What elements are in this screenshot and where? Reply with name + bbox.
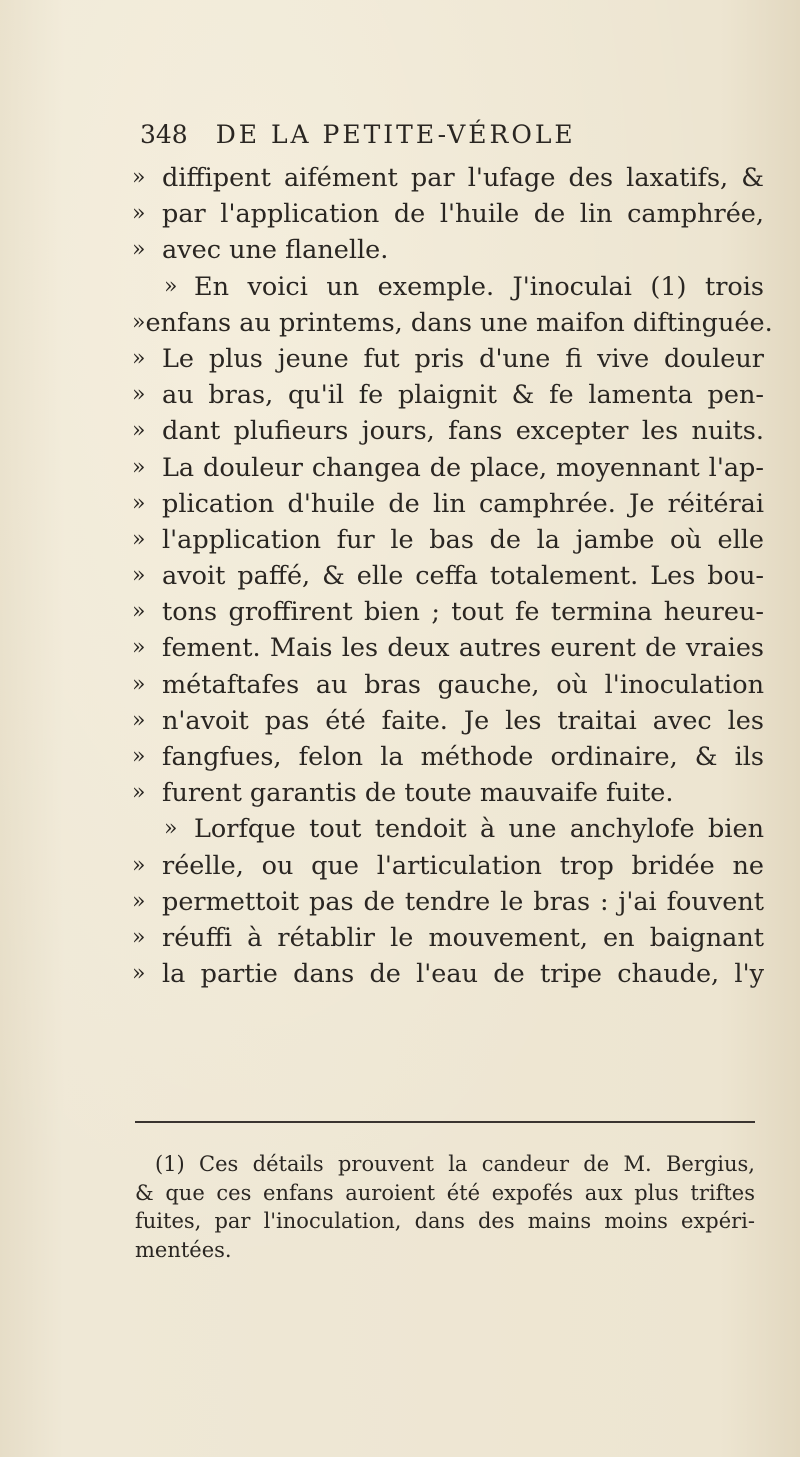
guillemet: » [164, 816, 178, 842]
footnote-line: (1) Ces détails prouvent la candeur de M. Bergius, [155, 1152, 755, 1176]
line-text: avec une flanelle. [162, 235, 389, 266]
guillemet: » [132, 345, 146, 371]
guillemet: » [132, 780, 146, 806]
text-line [132, 377, 764, 413]
text-line [132, 811, 764, 847]
guillemet: » [132, 563, 146, 589]
text-line [132, 413, 764, 449]
line-text: diffipent aifément par l'ufage des laxatifs, & [162, 163, 764, 193]
text-line [132, 558, 764, 594]
line-text: l'application fur le bas de la jambe où elle [162, 524, 764, 555]
guillemet: » [132, 382, 146, 408]
text-line [132, 341, 764, 377]
guillemet: » [164, 273, 178, 299]
line-text: tons groffirent bien ; tout fe termina heureu- [162, 597, 764, 628]
guillemet: » [132, 852, 146, 878]
running-title: DE LA PETITE-VÉROLE [215, 120, 576, 149]
line-text: par l'application de l'huile de lin camphrée, [162, 199, 764, 230]
text-line [132, 667, 764, 703]
text-line [132, 486, 764, 522]
line-text: avoit paffé, & elle ceffa totalement. Les bou- [162, 561, 764, 592]
text-line [132, 956, 764, 992]
guillemet: » [132, 744, 146, 769]
line-text: réelle, ou que l'articulation trop bridée ne [162, 850, 764, 881]
line-text: permettoit pas de tendre le bras : j'ai fouvent [162, 886, 764, 917]
footnote [135, 1150, 755, 1264]
text-line [132, 196, 764, 232]
line-text: En voici un exemple. J'inoculai (1) trois [194, 271, 764, 302]
line-text: Le plus jeune fut pris d'une fi vive douleur [162, 343, 764, 374]
guillemet: » [132, 671, 146, 697]
guillemet: » [132, 526, 146, 552]
text-line [132, 232, 764, 268]
guillemet: » [132, 961, 146, 987]
line-text: dant plufieurs jours, fans excepter les nuits. [162, 416, 764, 447]
guillemet: » [132, 454, 146, 480]
guillemet: » [132, 201, 146, 227]
line-text: réuffi à rétablir le mouvement, en baignant [162, 922, 764, 953]
guillemet: » [132, 888, 146, 914]
footnote-line: fuites, par l'inoculation, dans des mains moins expéri- [135, 1209, 755, 1233]
text-line [132, 305, 773, 341]
guillemet: » [132, 309, 146, 335]
text-line [132, 775, 764, 811]
guillemet: » [132, 418, 146, 444]
line-text: n'avoit pas été faite. Je les traitai avec les [162, 705, 764, 736]
footnote-line: mentées. [135, 1237, 232, 1262]
line-text: La douleur changea de place, moyennant l'ap- [162, 452, 764, 483]
line-text: fement. Mais les deux autres eurent de vraies [162, 633, 764, 664]
text-line [132, 703, 764, 739]
line-text: au bras, qu'il fe plaignit & fe lamenta pen- [162, 380, 764, 411]
line-text: la partie dans de l'eau de tripe chaude, l'y [162, 959, 764, 990]
running-header [140, 120, 760, 160]
line-text: fangfues, felon la méthode ordinaire, & ils [162, 742, 764, 772]
line-text: Lorfque tout tendoit à une anchylofe bien [194, 814, 764, 845]
line-text: plication d'huile de lin camphrée. Je réitérai [162, 488, 764, 519]
guillemet: » [132, 635, 146, 661]
body-text [132, 160, 773, 992]
line-text: métaftafes au bras gauche, où l'inoculation [162, 669, 764, 700]
guillemet: » [132, 237, 146, 263]
guillemet: » [132, 707, 146, 733]
page-number: 348 [140, 120, 188, 149]
guillemet: » [132, 924, 146, 950]
text-line [132, 630, 764, 666]
guillemet: » [132, 599, 146, 625]
text-line [132, 739, 764, 775]
text-line [132, 522, 764, 558]
text-line [132, 920, 764, 956]
line-text: enfans au printems, dans une maifon diftinguée. [145, 307, 773, 338]
text-line [132, 269, 764, 305]
text-line [132, 450, 764, 486]
text-line [132, 160, 764, 196]
text-line [132, 884, 764, 920]
guillemet: » [132, 165, 146, 190]
footnote-rule [135, 1121, 755, 1123]
text-line [132, 594, 764, 630]
footnote-line: & que ces enfans auroient été expofés aux plus triftes [135, 1180, 755, 1205]
guillemet: » [132, 490, 146, 516]
text-line [132, 848, 764, 884]
line-text: furent garantis de toute mauvaife fuite. [162, 778, 674, 809]
